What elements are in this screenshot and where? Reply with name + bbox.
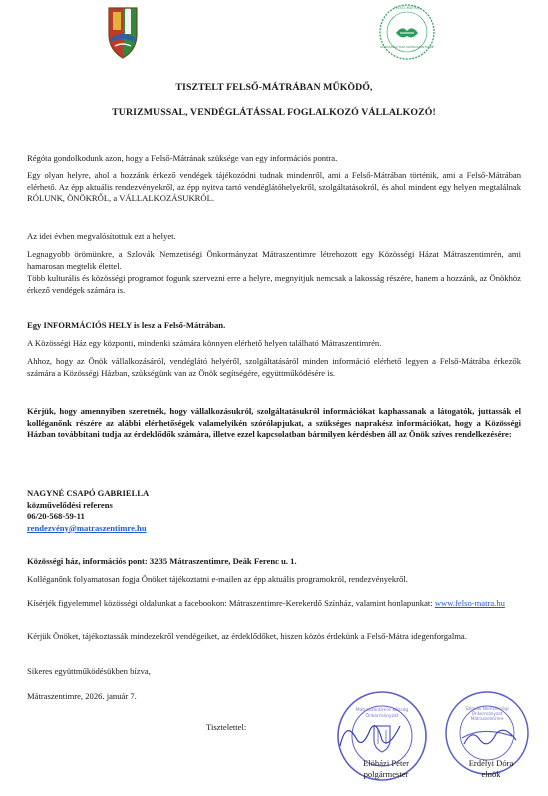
president-signature	[460, 722, 520, 752]
closing-date: Mátraszentimre, 2026. január 7.	[27, 691, 137, 701]
president-name: Erdélyi Dóra	[468, 758, 514, 768]
paragraph-social	[27, 598, 521, 610]
municipality-stamp-text: Mátraszentimre Község Önkormányzat	[355, 708, 409, 719]
mayor-signature	[336, 716, 406, 756]
seal-text-bottom: KÖZÖSSÉGI HÁZ MÁTRASZENTIMRE	[380, 45, 434, 49]
paragraph-intro: Régóta gondolkodunk azon, hogy a Felső-Mátrának szüksége van egy információs pontra.	[27, 153, 338, 163]
contact-role: közművelődési referens	[27, 499, 113, 510]
minority-council-stamp-text: Szlovák Nemzetiségi Önkormányzat Mátraszentimre	[465, 706, 509, 722]
seal-text-top: FELSŐ-MÁTRAI	[393, 6, 421, 10]
president-signature-block	[456, 758, 526, 779]
community-house-seal-logo	[378, 3, 436, 61]
paragraph-info-point: Egy INFORMÁCIÓS HELY is lesz a Felső-Mátrában.	[27, 320, 226, 330]
paragraph-location: A Közösségi Ház egy központi, mindenki számára könnyen elérhető helyen található Mátraszentimrén.	[27, 338, 382, 348]
president-title: elnök	[481, 768, 501, 779]
mayor-name: Elöházi Péter	[362, 758, 410, 768]
paragraph-realized: Az idei évben megvalósítottuk ezt a helyet.	[27, 231, 176, 241]
paragraph-community-house: Legnagyobb örömünkre, a Szlovák Nemzetiségi Önkormányzat Mátraszentimre létrehozott egy Közösségi Házat Mátraszentimrén, ami hamarosan megtelik élettel.	[27, 249, 521, 271]
contact-name: NAGYNÉ CSAPÓ GABRIELLA	[27, 488, 150, 498]
social-text: Kísérjék figyelemmel közösségi oldalunkat a facebookon: Mátraszentimre-Kerekerdő Színház, valamint honlapunkat:	[27, 598, 435, 608]
paragraph-purpose: Egy olyan helyre, ahol a hozzánk érkező vendégek tájékozódni tudnak mindenről, ami a Felső-Mátrában történik, ami a Felső-Mátrában elérhető. Az épp aktuális rendezvényekről, az épp nyitva tartó vendéglátóhelyekről, szolgáltatásokról, és ahol mindent egy helyen megtalálnak RÓLUNK, ÖNÖKRŐL, a VÁLLALKOZÁSUKRÓL.	[27, 170, 521, 204]
website-link[interactable]: www.felso-matra.hu	[434, 598, 505, 608]
paragraph-request-help: Ahhoz, hogy az Önök vállalkozásáról, vendéglátó helyéről, szolgáltatásáról minden információ elérhető legyen a Felső-Mátrába érkezők számára a Közösségi Házban, szükségünk van az Önök segítségére, együttműködésére is.	[27, 356, 521, 378]
contact-block	[27, 488, 521, 534]
paragraph-request-info: Kérjük, hogy amennyiben szeretnék, hogy vállalkozásukról, szolgáltatásukról információkat kaphassanak a látogatók, juttassák el kolléganőnk részére az alábbi elérhetőségek valamelyikén szórólapjukat, a szükséges naprakész információkat, hogy a Közösségi Házban továbbítani tudja az érdeklődők számára, illetve ezzel kapcsolatban bármilyen kérdésben áll az Önök szíves rendelkezésére:	[27, 406, 521, 440]
contact-email-link[interactable]: rendezvény@matraszentimre.hu	[27, 522, 147, 533]
paragraph-email-updates: Kolléganőnk folyamatosan fogja Önöket tájékoztatni e-mailen az épp aktuális programokról, rendezvényekről.	[27, 574, 408, 584]
mayor-title: polgármester	[363, 768, 409, 779]
closing-wish: Sikeres együttműködésükben bízva,	[27, 666, 151, 676]
mayor-signature-block	[346, 758, 426, 779]
title-line-1: TISZTELT FELSŐ-MÁTRÁBAN MŰKÖDŐ,	[175, 82, 373, 93]
paragraph-programs: Több kulturális és közösségi programot fogunk szervezni erre a helyre, megnyitjuk nemcsak a lakosság részére, hanem a hozzánk, az Önökhöz érkező vendégek számára is.	[27, 273, 521, 295]
address-line: Közösségi ház, információs pont: 3235 Mátraszentimre, Deák Ferenc u. 1.	[27, 556, 297, 566]
closing-regards: Tisztelettel:	[206, 722, 247, 732]
contact-phone: 06/20-568-59-11	[27, 511, 85, 522]
title-line-2: TURIZMUSSAL, VENDÉGLÁTÁSSAL FOGLALKOZÓ VÁLLALKOZÓ!	[112, 107, 436, 118]
coat-of-arms-logo	[99, 2, 147, 60]
paragraph-inform-guests: Kérjük Önöket, tájékoztassák mindezekről vendégeiket, az érdeklődőket, hiszen közös érdekünk a Felső-Mátra idegenforgalma.	[27, 631, 467, 641]
